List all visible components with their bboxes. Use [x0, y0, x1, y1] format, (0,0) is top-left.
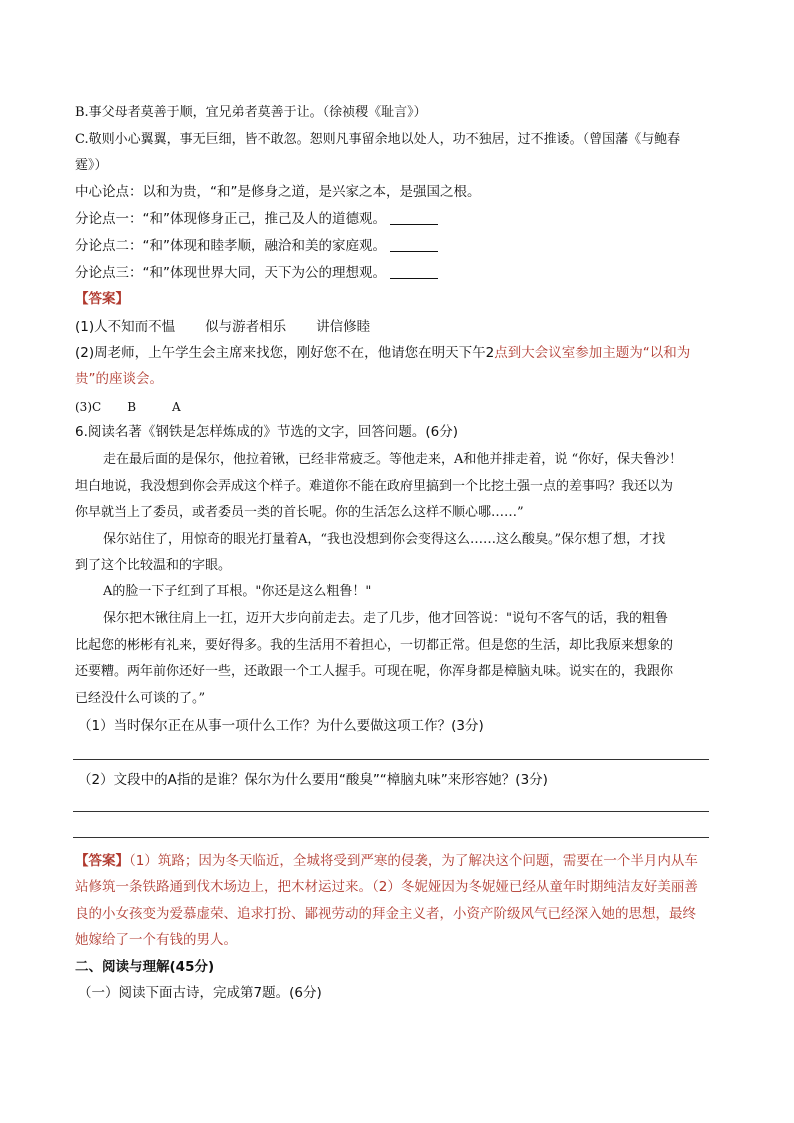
answer5-item1-c: 讲信修睦	[316, 319, 371, 335]
answer5-item2-red: 点到大会议室参加主题为“以和为	[494, 345, 691, 361]
quote-c-line2: 霆》）	[75, 158, 108, 173]
q6-passage-p4-l1: 保尔把木锹往肩上一扛，迈开大步向前走去。走了几步，他才回答说："说句不客气的话，我的粗鲁	[103, 611, 668, 626]
question-6-title: 6.阅读名著《钢铁是怎样炼成的》节选的文字，回答问题。(6分)	[75, 424, 459, 440]
q6-passage-p1-l2: 坦白地说，我没想到你会弄成这个样子。难道你不能在政府里搞到一个比挖土强一点的差事吗？我还以为	[75, 479, 674, 494]
quote-b: B.事父母者莫善于顺，宜兄弟者莫善于让。（徐祯稷《耻言》）	[75, 105, 427, 120]
answer-blank	[390, 210, 438, 225]
answer5-item2-num: 2	[485, 345, 495, 361]
answer6-line1	[75, 851, 698, 871]
answer-label-6: 【答案】	[75, 853, 129, 869]
section-2-heading: 二、阅读与理解(45分)	[75, 959, 215, 975]
q6-passage-p3: A的脸一下子红到了耳根。"你还是这么粗鲁！"	[103, 584, 372, 599]
q6-passage-p4-l3: 还要糟。两年前你还好一些，还敢跟一个工人握手。可现在呢，你浑身都是樟脑丸味。说实在的，我跟你	[75, 664, 674, 679]
answer-line	[73, 759, 709, 760]
question-6-sub1: （1）当时保尔正在从事一项什么工作？为什么要做这项工作？(3分)	[78, 718, 484, 734]
answer5-item1	[75, 317, 370, 337]
answer-label-5: 【答案】	[75, 291, 129, 307]
answer5-item1-a: (1)人不知而不愠	[75, 319, 176, 335]
answer6-line2: 站修筑一条铁路通到伐木场边上，把木材运过来。（2）冬妮娅因为冬妮娅已经从童年时期纯洁友好美丽善	[75, 879, 698, 895]
answer5-item3-c: A	[172, 400, 181, 414]
sub-thesis-1-text: 分论点一：“和”体现修身正己，推己及人的道德观。	[75, 211, 386, 227]
sub-thesis-1	[75, 209, 438, 229]
answer6-text1: （1）筑路；因为冬天临近，全城将受到严寒的侵袭，为了解决这个问题，需要在一个半月内从车	[129, 853, 698, 869]
sub-thesis-2-text: 分论点二：“和”体现和睦孝顺，融洽和美的家庭观。	[75, 238, 386, 254]
answer-blank	[390, 264, 438, 279]
answer5-item2-line1	[75, 343, 690, 363]
quote-c-line1: C.敬则小心翼翼，事无巨细，皆不敢忽。恕则凡事留余地以处人，功不独居，过不推诿。（曾国藩《与鲍春	[75, 132, 681, 147]
q6-passage-p2-l2: 到了这个比较温和的字眼。	[75, 558, 232, 573]
answer6-line3: 良的小女孩变为爱慕虚荣、追求打扮、鄙视劳动的拜金主义者，小资产阶级风气已经深入她的思想，最终	[75, 906, 696, 922]
answer-line	[73, 811, 709, 812]
center-thesis: 中心论点：以和为贵，“和”是修身之道，是兴家之本，是强国之根。	[75, 184, 481, 200]
q6-passage-p1-l3: 你早就当上了委员，或者委员一类的首长呢。你的生活怎么这样不顺心哪……”	[75, 505, 524, 520]
q6-passage-p1-l1: 走在最后面的是保尔，他拉着锹，已经非常疲乏。等他走来，A和他并排走着，说 “你好，保夫鲁沙！	[103, 452, 683, 467]
answer-line	[73, 837, 709, 838]
q6-passage-p4-l2: 比起您的彬彬有礼来，要好得多。我的生活用不着担心，一切都正常。但是您的生活，却比我原来想象的	[75, 638, 674, 653]
sub-thesis-3-text: 分论点三：“和”体现世界大同，天下为公的理想观。	[75, 265, 386, 281]
question-6-sub2: （2）文段中的A指的是谁？保尔为什么要用“酸臭”“樟脑丸味”来形容她？(3分)	[78, 772, 548, 788]
answer5-item3	[75, 397, 181, 417]
q6-passage-p2-l1: 保尔站住了，用惊奇的眼光打量着A，“我也没想到你会变得这么……这么酸臭。”保尔想了想，才找	[103, 532, 666, 547]
sub-thesis-2	[75, 236, 438, 256]
section-2-intro: （一）阅读下面古诗，完成第7题。(6分)	[78, 985, 322, 1001]
q6-passage-p4-l4: 已经没什么可谈的了。”	[75, 691, 206, 706]
sub-thesis-3	[75, 263, 438, 283]
answer5-item3-b: B	[127, 400, 137, 414]
answer5-item1-b: 似与游者相乐	[205, 319, 287, 335]
answer6-line4: 她嫁给了一个有钱的男人。	[75, 932, 237, 948]
answer5-item3-a: (3)C	[75, 400, 102, 414]
answer5-item2-text: (2)周老师，上午学生会主席来找您，刚好您不在，他请您在明天下午	[75, 345, 486, 361]
answer-blank	[390, 237, 438, 252]
answer5-item2-line2: 贵”的座谈会。	[75, 371, 163, 387]
